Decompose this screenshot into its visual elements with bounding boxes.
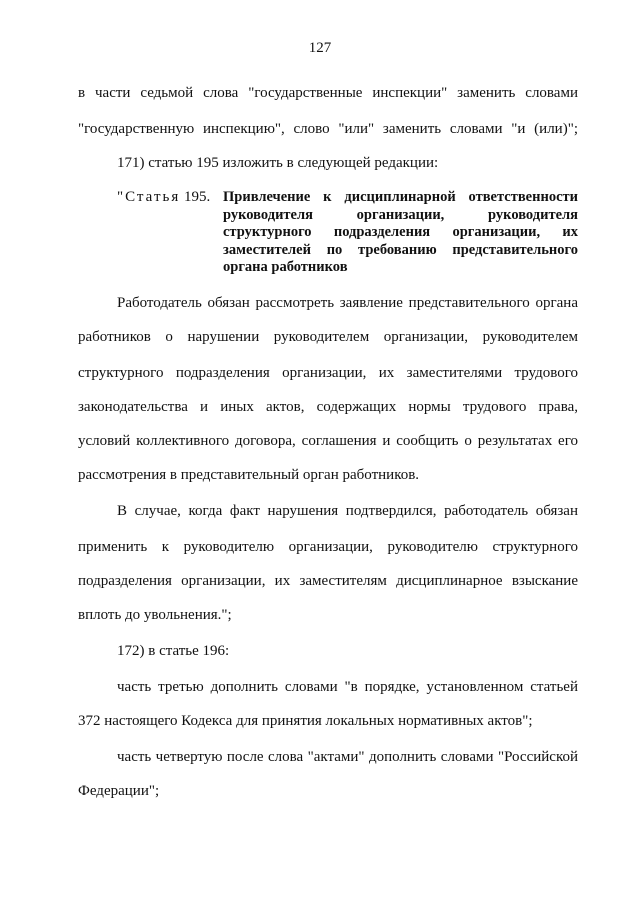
paragraph-line: условий коллективного договора, соглашения и сообщить о результатах его (78, 433, 578, 449)
text-line: "государственную инспекцию", слово "или" заменить словами "и (или)"; (78, 121, 578, 137)
text-line: в части седьмой слова "государственные инспекции" заменить словами (78, 85, 578, 101)
paragraph-line: подразделения организации, их заместителям дисциплинарное взыскание (78, 573, 578, 589)
article-title: Привлечение к дисциплинарной ответственности руководителя организации, руководителя структурного подразделения организации, их заместителей по требованию представительного органа работников (223, 189, 578, 275)
paragraph-line: работников о нарушении руководителем организации, руководителем (78, 329, 578, 345)
paragraph-line: структурного подразделения организации, их заместителями трудового (78, 365, 578, 381)
paragraph-line: вплоть до увольнения."; (78, 607, 232, 623)
text-line: 171) статью 195 изложить в следующей редакции: (117, 155, 439, 171)
paragraph-line: Федерации"; (78, 783, 160, 799)
paragraph-line: законодательства и иных актов, содержащих нормы трудового права, (78, 399, 578, 415)
text-line: 172) в статье 196: (117, 643, 230, 659)
article-label: "Статья 195. (117, 189, 211, 205)
paragraph-line: применить к руководителю организации, руководителю структурного (78, 539, 578, 555)
page-number: 127 (308, 40, 332, 56)
paragraph-line: 372 настоящего Кодекса для принятия локальных нормативных актов"; (78, 713, 533, 729)
paragraph-line: часть четвертую после слова "актами" дополнить словами "Российской (117, 749, 578, 765)
paragraph-line: рассмотрения в представительный орган работников. (78, 467, 420, 483)
article-heading (117, 189, 578, 279)
paragraph-line: Работодатель обязан рассмотреть заявление представительного органа (117, 295, 578, 311)
paragraph-line: В случае, когда факт нарушения подтвердился, работодатель обязан (117, 503, 578, 519)
paragraph-line: часть третью дополнить словами "в порядке, установленном статьей (117, 679, 578, 695)
